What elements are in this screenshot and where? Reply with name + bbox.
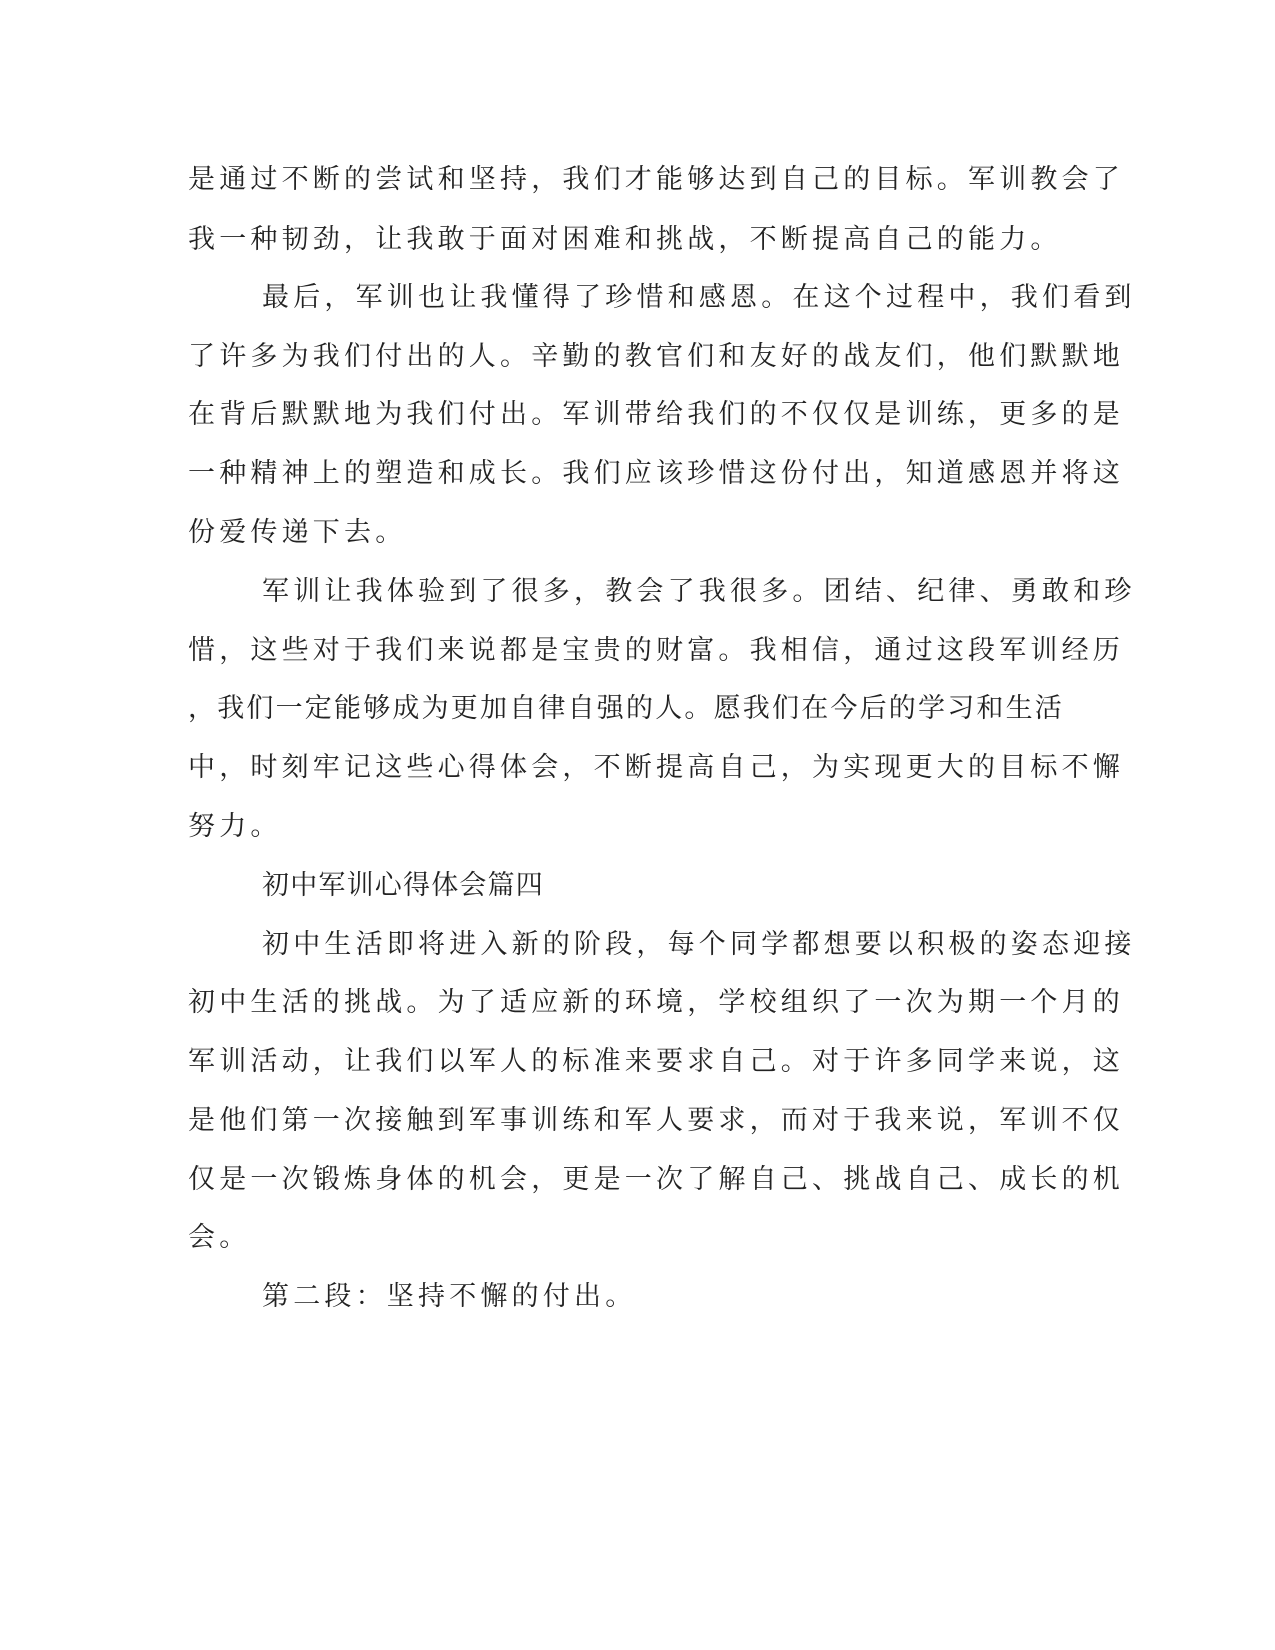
paragraph-line: 仅是一次锻炼身体的机会，更是一次了解自己、挑战自己、成长的机	[188, 1164, 1124, 1195]
paragraph-line: 是他们第一次接触到军事训练和军人要求，而对于我来说，军训不仅	[188, 1105, 1124, 1136]
paragraph-line: 惜，这些对于我们来说都是宝贵的财富。我相信，通过这段军训经历	[188, 635, 1124, 666]
paragraph-line: ，我们一定能够成为更加自律自强的人。愿我们在今后的学习和生活	[188, 693, 1064, 724]
section-heading: 初中军训心得体会篇四	[262, 870, 544, 901]
paragraph-line: 初中生活的挑战。为了适应新的环境，学校组织了一次为期一个月的	[188, 987, 1124, 1018]
paragraph-line: 军训活动，让我们以军人的标准来要求自己。对于许多同学来说，这	[188, 1046, 1124, 1077]
paragraph-line: 最后，军训也让我懂得了珍惜和感恩。在这个过程中，我们看到	[262, 282, 1136, 313]
paragraph-line: 中，时刻牢记这些心得体会，不断提高自己，为实现更大的目标不懈	[188, 752, 1124, 783]
paragraph-line: 份爱传递下去。	[188, 517, 407, 548]
paragraph-line: 了许多为我们付出的人。辛勤的教官们和友好的战友们，他们默默地	[188, 341, 1124, 372]
paragraph-line: 军训让我体验到了很多，教会了我很多。团结、纪律、勇敢和珍	[262, 576, 1136, 607]
paragraph-line: 一种精神上的塑造和成长。我们应该珍惜这份付出，知道感恩并将这	[188, 458, 1124, 489]
section-subheading: 第二段：坚持不懈的付出。	[262, 1281, 637, 1312]
paragraph-line: 是通过不断的尝试和坚持，我们才能够达到自己的目标。军训教会了	[188, 164, 1124, 195]
paragraph-line: 在背后默默地为我们付出。军训带给我们的不仅仅是训练，更多的是	[188, 399, 1124, 430]
paragraph-line: 努力。	[188, 811, 282, 842]
paragraph-line: 初中生活即将进入新的阶段，每个同学都想要以积极的姿态迎接	[262, 929, 1136, 960]
paragraph-line: 会。	[188, 1222, 251, 1253]
paragraph-line: 我一种韧劲，让我敢于面对困难和挑战，不断提高自己的能力。	[188, 224, 1062, 255]
